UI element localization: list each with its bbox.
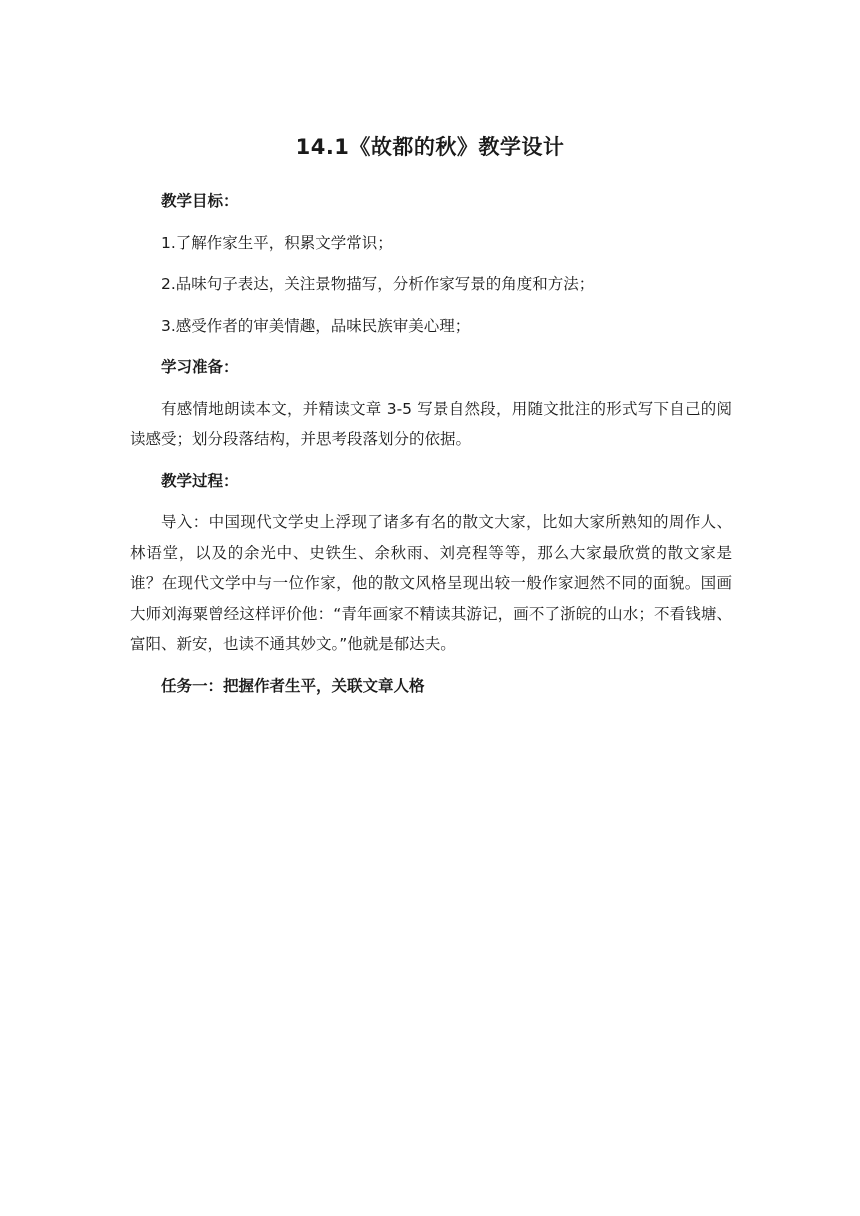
intro-paragraph: 导入：中国现代文学史上浮现了诸多有名的散文大家，比如大家所熟知的周作人、林语堂，以及的余光中、史铁生、余秋雨、刘亮程等等，那么大家最欣赏的散文家是谁？在现代文学中与一位作家，他的散文风格呈现出较一般作家迥然不同的面貌。国画大师刘海粟曾经这样评价他：“青年画家不精读其游记，画不了浙皖的山水；不看钱塘、富阳、新安，也读不通其妙文。”他就是郁达夫。 — [130, 513, 732, 653]
document-title: 14.1《故都的秋》教学设计 — [295, 135, 565, 159]
task1-heading: 任务一：把握作者生平，关联文章人格 — [161, 676, 425, 695]
preparation-paragraph: 有感情地朗读本文，并精读文章 3-5 写景自然段，用随文批注的形式写下自己的阅读感受；划分段落结构，并思考段落划分的依据。 — [130, 399, 732, 448]
document-body — [130, 186, 732, 712]
objective-item-2: 2.品味句子表达，关注景物描写，分析作家写景的角度和方法； — [161, 275, 595, 293]
objective-item-1: 1.了解作家生平，积累文学常识； — [161, 233, 393, 252]
objective-item-3: 3.感受作者的审美情趣，品味民族审美心理； — [161, 316, 471, 335]
objectives-heading: 教学目标： — [161, 192, 239, 210]
preparation-heading: 学习准备： — [161, 358, 239, 376]
process-heading: 教学过程： — [161, 471, 239, 490]
